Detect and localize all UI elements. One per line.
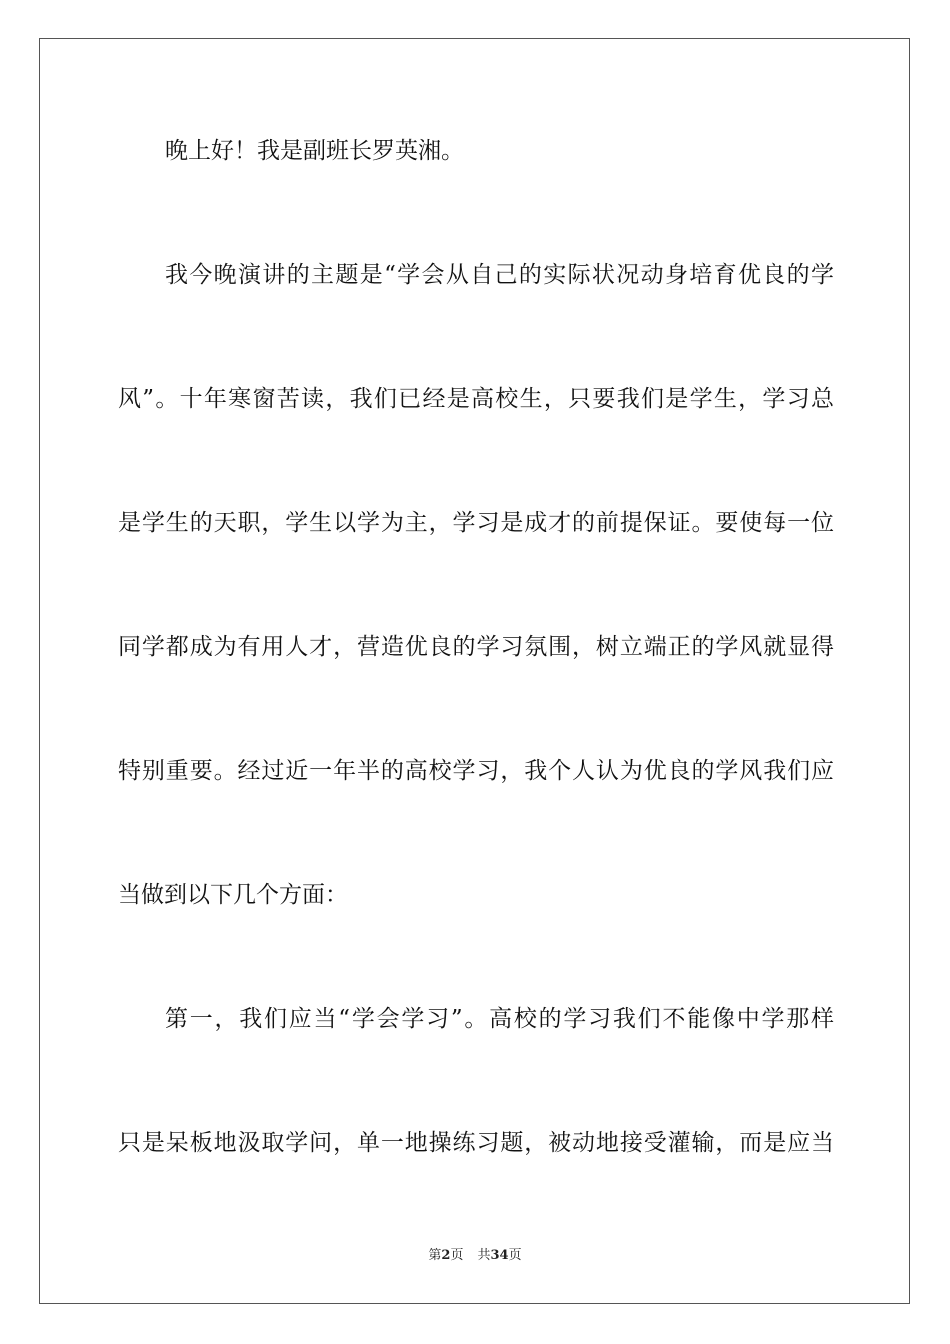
paragraph-line: 只是呆板地汲取学问，单一地操练习题，被动地接受灌输，而是应当 <box>118 1130 834 1156</box>
paragraph-line: 当做到以下几个方面： <box>118 882 348 908</box>
page-suffix: 页 <box>450 1248 464 1263</box>
paragraph-line: 风”。十年寒窗苦读，我们已经是高校生，只要我们是学生，学习总 <box>118 386 834 412</box>
paragraph-line: 晚上好！我是副班长罗英湘。 <box>165 138 464 164</box>
page-prefix: 第 <box>428 1248 442 1263</box>
paragraph-line: 是学生的天职，学生以学为主，学习是成才的前提保证。要使每一位 <box>118 510 834 536</box>
page-number: 2 <box>441 1248 451 1263</box>
total-prefix: 共 <box>477 1248 491 1263</box>
paragraph-line: 我今晚演讲的主题是“学会从自己的实际状况动身培育优良的学 <box>165 262 834 288</box>
page-border <box>39 38 910 1304</box>
paragraph-line: 特别重要。经过近一年半的高校学习，我个人认为优良的学风我们应 <box>118 758 834 784</box>
page-footer <box>0 1247 950 1265</box>
paragraph-line: 第一，我们应当“学会学习”。高校的学习我们不能像中学那样 <box>165 1006 834 1032</box>
total-pages: 34 <box>490 1248 509 1263</box>
paragraph-line: 同学都成为有用人才，营造优良的学习氛围，树立端正的学风就显得 <box>118 634 834 660</box>
total-suffix: 页 <box>508 1248 522 1263</box>
